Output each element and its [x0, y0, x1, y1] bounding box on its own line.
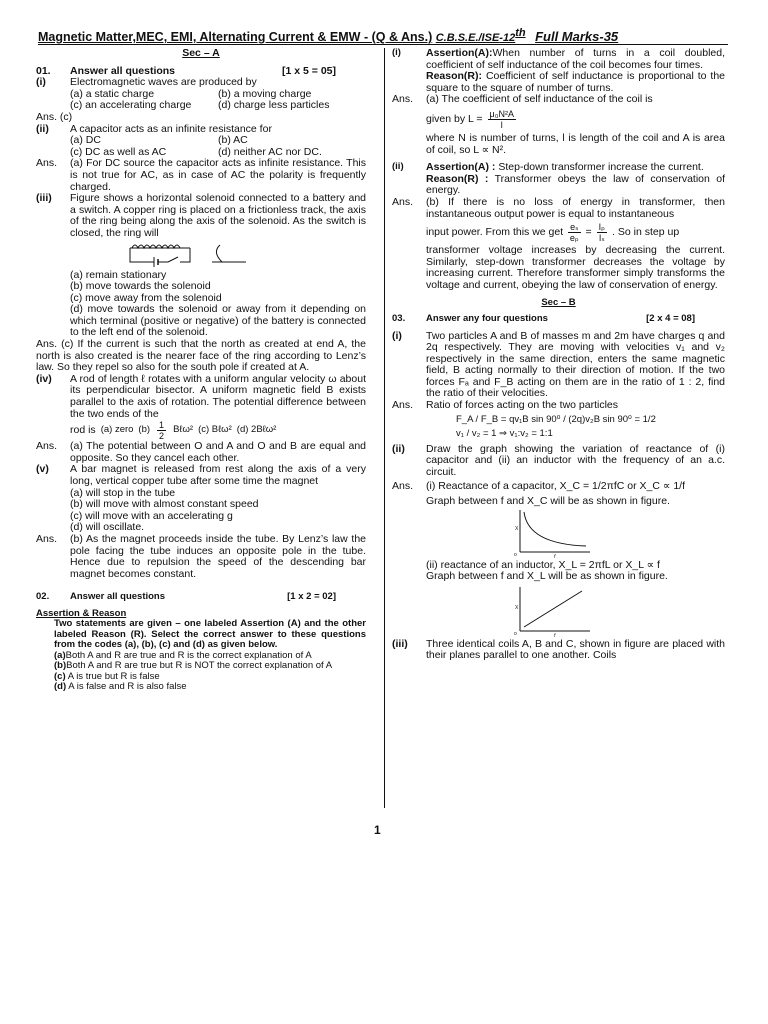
svg-text:f: f: [554, 553, 556, 558]
question-b-i: [392, 331, 725, 401]
ans-label: Ans.: [36, 157, 58, 170]
q-b-ii-text: Draw the graph showing the variation of reactance of (i) capacitor and (ii) an inductor with the frequency of an a.c. circuit.: [426, 442, 725, 478]
option-b-fraction: [157, 420, 166, 441]
ar-i-answer-text: (a) The coefficient of self inductance of the coil is: [426, 93, 653, 106]
capacitor-graph-caption: Graph between f and X_C will be as shown in figure.: [426, 495, 670, 508]
q-iii-option-d: (d) move towards the solenoid or away from it depending on which terminal (positive or negative) of the battery is connected to the left end of the solenoid.: [70, 303, 366, 339]
header-rule: [38, 44, 728, 45]
option-c: (c) an accelerating charge: [70, 99, 192, 112]
ans-label: Ans.: [36, 532, 58, 545]
svg-text:o: o: [514, 551, 517, 558]
header-full-marks: Full Marks-35: [535, 29, 619, 45]
code-c-text: A is true but R is false: [67, 670, 160, 682]
q01-instruction: Answer all questions: [70, 64, 176, 77]
q02-marks: [1 x 2 = 02]: [287, 591, 336, 603]
ar-ii-number: (ii): [392, 161, 404, 173]
ar-ii-answer: Ans. (b) If there is no loss of energy in transformer, then instantaneous output power is equal to instantaneous input power. From this we get $\frac{\text{eₛ}}{\text{eₚ}}$ = $\frac{\text{Iₚ}}{\text{Iₛ}}$ . So in step up transformer voltage increases by decreasing the current. Similarly, step-down transformer decreases the voltage by increasing current. Therefore transformer simply transforms the voltage and current, obeying the law of conservation of energy.: [392, 195, 725, 291]
page-header: [38, 27, 728, 43]
fraction-numerator: Iₚ: [598, 222, 606, 233]
assertion-reason-intro: Two statements are given – one labeled Assertion (A) and the other labeled Reason (R). Select the correct answer to these questions from the codes (a), (b), (c) and (d) as given below.: [54, 618, 366, 651]
svg-text:f: f: [554, 632, 556, 637]
assertion-text: When number of turns in a coil doubled, coefficient of self inductance of the coil becomes four times.: [426, 47, 725, 71]
ar-ii-answer-explanation: transformer voltage increases by decreasing the current. Similarly, step-down transformer decreases the voltage by increasing current. Therefore transformer simply transforms the voltage and current, obeying the law of conservation of energy.: [426, 244, 725, 291]
q01-number: 01.: [36, 64, 51, 77]
q03-number: 03.: [392, 313, 406, 324]
step-up-text: . So in step up: [612, 225, 680, 238]
fraction-denominator: eₚ: [569, 233, 579, 244]
q-ii-number: (ii): [36, 122, 49, 135]
code-d-label: (d): [54, 681, 67, 693]
q-iii-option-a: (a) remain stationary: [70, 268, 167, 281]
inductor-reactance-formula: (ii) reactance of an inductor, X_L = 2πfL or X_L ∝ f: [426, 558, 660, 571]
q-i-number: (i): [36, 76, 46, 89]
q-iii-number: (iii): [36, 192, 52, 205]
q-iv-options: [36, 420, 366, 441]
option-d: (d) neither AC nor DC.: [218, 145, 322, 158]
q01-marks: [1 x 5 = 05]: [282, 64, 336, 77]
question-b-iii: [392, 639, 725, 662]
q-b-iii-number: (iii): [392, 637, 408, 650]
q-iv-answer: [36, 441, 366, 464]
ans-label: Ans.: [392, 195, 414, 208]
formula-given-by: given by L =: [426, 112, 483, 125]
fraction-denominator: Iₛ: [598, 233, 605, 244]
ar-i-answer: [392, 94, 725, 156]
q03-heading: [392, 314, 725, 325]
q-i-options-2: [36, 100, 366, 112]
code-c-label: (c): [54, 670, 66, 682]
inductance-fraction: [488, 109, 516, 130]
q-iv-answer-text: (a) The potential between O and A and O and B are equal and opposite. So they cancel each other.: [70, 440, 366, 464]
option-a: (a) zero: [100, 424, 134, 436]
code-d-text: A is false and R is also false: [68, 681, 187, 693]
force-ratio-equation: F_A / F_B = qv₁B sin 90⁰ / (2q)v₂B sin 90⁰ = 1/2: [456, 413, 656, 425]
fraction-numerator: 1: [159, 420, 165, 431]
capacitor-reactance-formula: (i) Reactance of a capacitor, X_C = 1/2πfC or X_C ∝ 1/f: [426, 480, 685, 493]
q-iv-number: (iv): [36, 372, 52, 385]
question-b-ii: [392, 444, 725, 479]
q-v-option-c: (c) will move with an accelerating g: [70, 509, 233, 522]
code-a-label: (a): [54, 649, 66, 661]
header-board: C.B.S.E./ISE: [435, 32, 500, 45]
ar-i-answer-explanation: where N is number of turns, l is length of the coil and A is area of coil, so L ∝ N².: [426, 131, 725, 156]
q-b-ii-answer: [392, 481, 725, 493]
inductor-reactance-graph: [392, 583, 725, 639]
q-iii-option-b: (b) move towards the solenoid: [70, 280, 211, 293]
q-ii-text: A capacitor acts as an infinite resistance for: [70, 122, 272, 135]
q02-instruction: Answer all questions: [70, 591, 166, 603]
solenoid-figure: [36, 240, 366, 270]
ans-label: Ans.: [392, 480, 414, 493]
option-b: (b) a moving charge: [218, 87, 312, 100]
fraction-denominator: 2: [159, 431, 165, 442]
reason-label: Reason(R):: [426, 70, 483, 83]
assertion-label: Assertion(A) :: [426, 161, 496, 174]
ar-i-number: (i): [392, 47, 401, 58]
column-divider: [384, 48, 385, 808]
question-iv: [36, 374, 366, 420]
q-ii-answer: [36, 158, 366, 193]
assertion-label: Assertion(A):: [426, 47, 493, 59]
ar-ii-answer-text: (b) If there is no loss of energy in transformer, then instantaneous output power is equal to instantaneous: [426, 195, 725, 220]
ans-label: Ans.: [392, 93, 414, 106]
option-a: (a) DC: [70, 134, 101, 147]
assertion-i: [392, 48, 725, 94]
header-class-sup: th: [515, 27, 526, 39]
svg-text:o: o: [514, 630, 517, 637]
voltage-ratio: [568, 222, 580, 243]
q-v-answer: [36, 534, 366, 580]
q-v-option-a: (a) will stop in the tube: [70, 486, 176, 499]
q-ii-options-1: [36, 135, 366, 147]
inductor-graph-caption: Graph between f and X_L will be as shown in figure.: [426, 570, 668, 583]
assertion-reason-title: Assertion & Reason: [36, 607, 127, 619]
left-column: [36, 48, 366, 693]
ans-label: Ans.: [36, 440, 58, 453]
option-c: (c) Bℓω²: [198, 424, 232, 436]
reason-text: Transformer obeys the law of conservation of energy.: [426, 172, 725, 197]
option-d: (d) charge less particles: [218, 99, 330, 112]
q-b-i-text: Two particles A and B of masses m and 2m have charges q and 2q respectively. They are moving with velocities v₁ and v₂ respectively in the same direction, enters the same magnetic field, B acting normally to their direction of motion. If the two forces Fₐ and F_B acting on them are in the ratio of 1 : 2, find the ratio of their velocities.: [426, 329, 725, 400]
velocity-ratio-equation: v₁ / v₂ = 1 ⇒ v₁:v₂ = 1:1: [456, 427, 553, 439]
q-b-i-answer-text: Ratio of forces acting on the two particles: [426, 399, 619, 412]
capacitor-reactance-graph: [392, 508, 725, 560]
assertion-text: Step-down transformer increase the current.: [498, 161, 704, 174]
section-b-title: Sec – B: [541, 296, 576, 308]
q-b-ii-number: (ii): [392, 442, 405, 455]
q-i-text: Electromagnetic waves are produced by: [70, 76, 257, 89]
q-b-iii-text: Three identical coils A, B and C, shown in figure are placed with their planes parallel to one another. Coils: [426, 637, 725, 662]
q-b-i-number: (i): [392, 329, 402, 342]
q-ii-answer-text: (a) For DC source the capacitor acts as infinite resistance. This is not true for AC, as in case of AC the polarity is frequently charged.: [70, 157, 366, 193]
section-a-title: Sec – A: [182, 47, 220, 59]
q-b-i-answer: [392, 400, 725, 412]
q-v-option-d: (d) will oscillate.: [70, 521, 145, 534]
fraction-denominator: l: [500, 119, 503, 130]
q-iv-rod-is: rod is: [70, 423, 96, 436]
reason-text: Coefficient of self inductance is proportional to the square to the square of number of turns.: [426, 70, 725, 94]
header-class: -12: [499, 32, 516, 45]
fraction-numerator: μ₀N²A: [489, 108, 514, 119]
option-b-expression: Bℓω²: [173, 424, 194, 436]
right-column: [392, 48, 725, 662]
q-v-number: (v): [36, 463, 49, 476]
code-a-text: Both A and R are true and R is the correct explanation of A: [65, 649, 312, 661]
input-power-text: input power. From this we get: [426, 225, 564, 238]
svg-text:X: X: [515, 604, 519, 611]
fraction-numerator: eₛ: [570, 222, 579, 233]
svg-text:X: X: [515, 525, 519, 532]
q-iv-text: A rod of length ℓ rotates with a uniform angular velocity ω about its perpendicular bisector. A uniform magnetic field B exists parallel to the axis of rotation. The potential difference between the two ends of the: [70, 372, 366, 420]
ans-label: Ans.: [392, 399, 414, 412]
option-a: (a) a static charge: [70, 87, 155, 100]
option-b: (b) AC: [218, 134, 248, 147]
q03-instruction: Answer any four questions: [426, 313, 548, 324]
q-v-option-b: (b) will move with almost constant speed: [70, 498, 259, 511]
q-iii-answer: Ans. (c) If the current is such that the north as created at end A, the north is also created is the nearer face of the ring according to Lenz’s law. So they repel so also for the south pole if created at A.: [36, 338, 366, 374]
q-i-answer: Ans. (c): [36, 110, 73, 123]
option-c: (c) DC as well as AC: [70, 145, 167, 158]
current-ratio: [597, 222, 607, 243]
question-iii: [36, 193, 366, 239]
q-v-text: A bar magnet is released from rest along the axis of a very long, vertical copper tube after some time the magnet: [70, 463, 366, 487]
q-iii-option-c: (c) move away from the solenoid: [70, 291, 222, 304]
option-b-label: (b): [138, 424, 151, 436]
q02-heading: [36, 592, 366, 603]
page-number: 1: [374, 823, 381, 837]
q02-number: 02.: [36, 591, 50, 603]
option-d: (d) 2Bℓω²: [236, 424, 277, 436]
code-b-label: (b): [54, 660, 67, 672]
code-b-text: Both A and R are true but R is NOT the correct explanation of A: [66, 660, 333, 672]
question-v: [36, 464, 366, 487]
code-d: [36, 682, 366, 693]
assertion-ii: [392, 162, 725, 197]
q03-marks: [2 x 4 = 08]: [646, 313, 695, 324]
q-iii-text: Figure shows a horizontal solenoid connected to a battery and a switch. A copper ring is placed on a frictionless track, the axis of the ring being along the axis of the solenoid. As the switch is closed, the ring will: [70, 192, 366, 239]
q-v-answer-text: (b) As the magnet proceeds inside the tube. By Lenz’s law the pole facing the tube induces an opposite pole in the tube. Hence due to repulsion the speed of the descending bar magnet becomes constant.: [70, 532, 366, 580]
reason-label: Reason(R) :: [426, 172, 489, 185]
header-title: Magnetic Matter,MEC, EMI, Alternating Current & EMW - (Q & Ans.): [38, 30, 433, 45]
